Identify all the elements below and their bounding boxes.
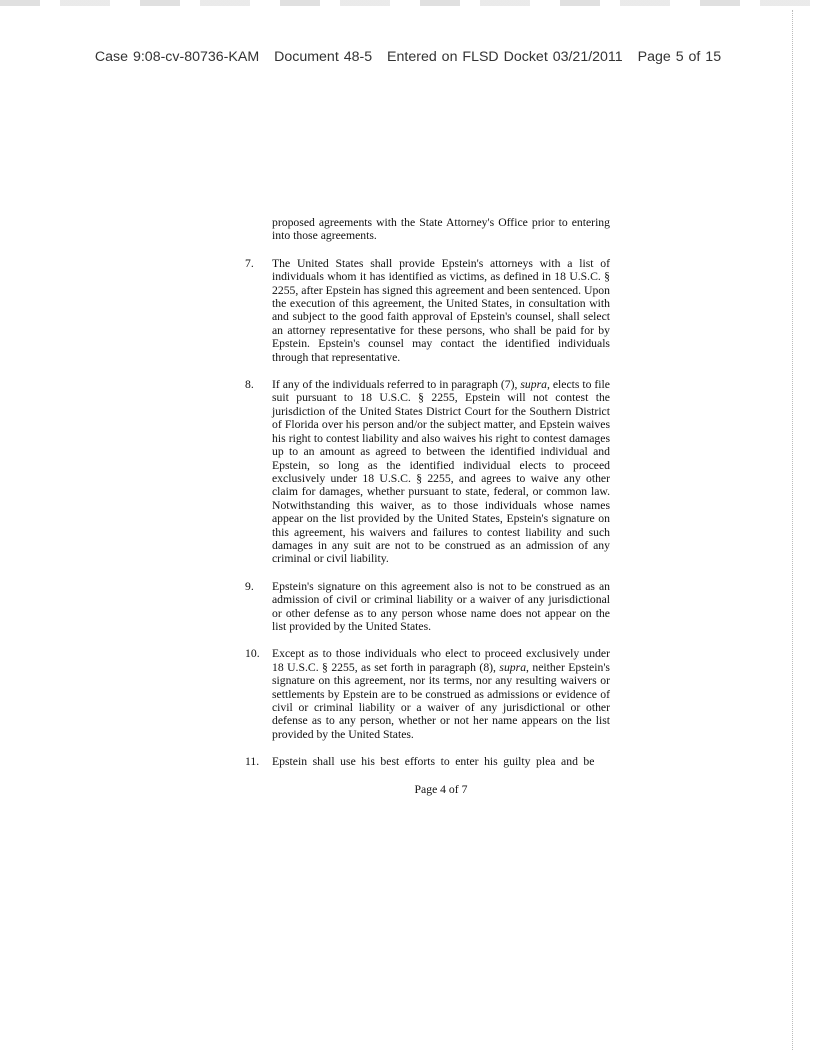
document-number: Document 48-5 xyxy=(274,49,373,65)
paragraph-number: 11. xyxy=(245,755,260,769)
paragraph-11-row xyxy=(245,755,610,768)
italic-text: supra xyxy=(520,378,547,392)
italic-text: supra xyxy=(499,660,527,674)
case-number: Case 9:08-cv-80736-KAM xyxy=(94,49,260,65)
text: , neither Epstein's signature on this agreement, nor its terms, nor any resulting waivers or settlements by Epstein are to be construed as admissions or evidence of civil or criminal liability or a waiver of any jurisdictional or other defense as to any person, whether or not her name appears on the list provided by the United States. xyxy=(272,660,610,741)
paragraph-11: Epstein shall use his best efforts to enter his guilty plea and be xyxy=(272,755,595,769)
paragraph-9-row xyxy=(245,580,610,634)
document-body xyxy=(245,216,610,796)
paragraph-number: 10. xyxy=(245,647,260,661)
scan-artifact-top xyxy=(0,0,816,6)
text: If any of the individuals referred to in paragraph (7), xyxy=(272,378,521,392)
paragraph-number: 9. xyxy=(245,579,254,593)
page-footer: Page 4 of 7 xyxy=(414,782,468,796)
paragraph-9: Epstein's signature on this agreement also is not to be construed as an admission of civil or criminal liability or a waiver of any jurisdictional or other defense as to any person whose name does not appear on the list provided by the United States. xyxy=(272,579,610,633)
paragraph-10-row xyxy=(245,647,610,741)
court-filing-header xyxy=(0,49,816,65)
scan-artifact-edge xyxy=(792,10,794,1050)
docket-entry: Entered on FLSD Docket 03/21/2011 xyxy=(387,49,623,65)
text: Except as to those individuals who elect to proceed exclusively under 18 U.S.C. § 2255, as set forth in paragraph (8), xyxy=(272,647,610,674)
paragraph-number: 7. xyxy=(245,256,254,270)
filing-page-number: Page 5 of 15 xyxy=(637,49,722,65)
paragraph-7: The United States shall provide Epstein's attorneys with a list of individuals whom it has identified as victims, as defined in 18 U.S.C. § 2255, after Epstein has signed this agreement and been sentenced. Upon the execution of this agreement, the United States, in consultation with and subject to the good faith approval of Epstein's counsel, shall select an attorney representative for these persons, who shall be paid for by Epstein. Epstein's counsel may contact the identified individuals through that representative. xyxy=(272,256,610,364)
text: , elects to file suit pursuant to 18 U.S.C. § 2255, Epstein will not contest the jurisdiction of the United States District Court for the Southern District of Florida over his person and/or the subject matter, and Epstein waives his right to contest liability and also waives his right to contest damages up to an amount as agreed to between the identified individual and Epstein, so long as the identified individual elects to proceed exclusively under 18 U.S.C. § 2255, and agrees to waive any other claim for damages, whether pursuant to state, federal, or common law. Notwithstanding this waiver, as to those individuals whose names appear on the list provided by the United States, Epstein's signature on this agreement, his waivers and failures to contest liability and such damages in any suit are not to be construed as an admission of any criminal or civil liability. xyxy=(272,378,610,566)
paragraph-10 xyxy=(272,647,610,741)
paragraph-8 xyxy=(272,378,610,566)
paragraph-8-row xyxy=(245,378,610,566)
paragraph-number: 8. xyxy=(245,378,254,392)
paragraph-7-row xyxy=(245,257,610,364)
continuation-text: proposed agreements with the State Attorney's Office prior to entering into those agreements. xyxy=(272,216,610,243)
